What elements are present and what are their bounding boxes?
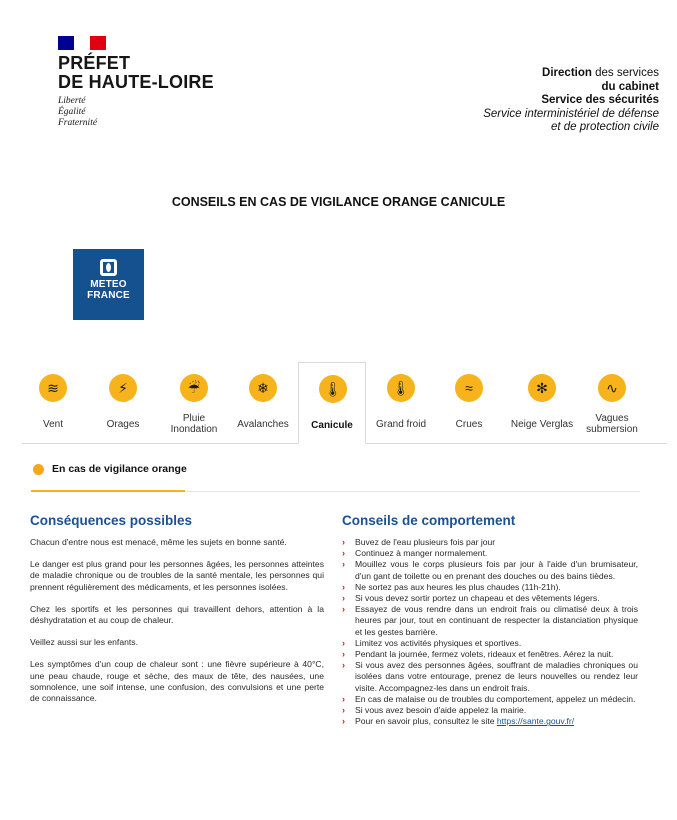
- meteo-logo-line1: METEO: [90, 279, 127, 290]
- french-flag-icon: [58, 36, 106, 50]
- vigilance-label: En cas de vigilance orange: [52, 463, 187, 475]
- tab-avalanches[interactable]: [232, 362, 294, 444]
- consequences-section: [30, 513, 324, 715]
- devise-liberte: Liberté: [58, 96, 86, 106]
- list-item: › En cas de malaise ou de troubles du comportement, appelez un médecin.: [342, 693, 636, 704]
- conseils-list: [342, 537, 638, 727]
- chevron-right-icon: ›: [342, 705, 345, 716]
- chevron-right-icon: ›: [342, 716, 345, 727]
- thermometer-hot-icon: 🌡: [319, 375, 347, 403]
- consequences-heading: Conséquences possibles: [30, 513, 193, 528]
- tab-orages[interactable]: [92, 362, 154, 444]
- direction-line-5: et de protection civile: [550, 121, 659, 133]
- consequences-paragraph: Chez les sportifs et les personnes qui travaillent dehors, attention à la déshydratation et au coup de chaleur.: [30, 603, 324, 626]
- chevron-right-icon: ›: [342, 693, 345, 704]
- list-item: › Continuez à manger normalement.: [342, 548, 488, 559]
- page-title: CONSEILS EN CAS DE VIGILANCE ORANGE CANICULE: [171, 195, 506, 209]
- list-item: › Essayez de vous rendre dans un endroit frais ou climatisé deux à trois heures par jour, tout en continuant de respecter la distanciation physique et les gestes barrière.: [342, 604, 638, 637]
- lightning-icon: ⚡: [109, 374, 137, 402]
- list-item: › Si vous devez sortir portez un chapeau et des vêtements légers.: [342, 593, 600, 604]
- list-item: › Mouillez vous le corps plusieurs fois par jour à l'aide d'un brumisateur, d'un gant de toilette ou en prenant des douches ou des bains tièdes.: [342, 559, 638, 581]
- meteo-france-logo: [73, 249, 144, 320]
- tab-label: Vent: [42, 418, 64, 430]
- orange-dot-icon: [33, 464, 44, 475]
- avalanche-icon: ❄: [249, 374, 277, 402]
- consequences-paragraph: Le danger est plus grand pour les personnes âgées, les personnes atteintes de maladie chronique ou de troubles de la santé mentale, les personnes qui prennent régulièrement des médicaments, et les personnes isolées.: [30, 559, 324, 592]
- list-item: › Pour en savoir plus, consultez le site https://sante.gouv.fr/: [342, 716, 575, 727]
- tab-vent[interactable]: [22, 362, 84, 444]
- consequences-paragraph: Veillez aussi sur les enfants.: [30, 637, 138, 648]
- consequences-paragraph: Chacun d'entre nous est menacé, même les sujets en bonne santé.: [30, 537, 287, 547]
- list-item: › Ne sortez pas aux heures les plus chaudes (11h-21h).: [342, 581, 561, 592]
- tab-label: Grand froid: [375, 418, 427, 430]
- prefet-logo: [58, 36, 228, 129]
- rain-flood-icon: ☔: [180, 374, 208, 402]
- list-item: › Pendant la journée, fermez volets, rideaux et fenêtres. Aérez la nuit.: [342, 649, 614, 660]
- conseils-heading: Conseils de comportement: [342, 513, 516, 528]
- tab-neige-verglas[interactable]: [508, 362, 576, 444]
- snow-ice-icon: ✻: [528, 374, 556, 402]
- tab-label: Orages: [106, 418, 140, 430]
- list-item: › Si vous avez des personnes âgées, souffrant de maladies chroniques ou isolées dans votre entourage, prenez de leurs nouvelles ou rendez leur visite. Accompagnez-les dans un endroit frais.: [342, 660, 638, 693]
- conseils-section: [342, 513, 638, 727]
- tab-pluie-inondation[interactable]: [162, 362, 226, 444]
- prefet-title-line2: DE HAUTE-LOIRE: [58, 72, 214, 92]
- chevron-right-icon: ›: [342, 581, 345, 592]
- direction-line-3: Service des sécurités: [541, 94, 659, 106]
- devise-fraternite: Fraternité: [58, 118, 98, 128]
- chevron-right-icon: ›: [342, 548, 345, 559]
- direction-line-4: Service interministériel de défense: [483, 107, 659, 120]
- consequences-paragraph: Les symptômes d'un coup de chaleur sont : une fièvre supérieure à 40°C, une peau chaude, rouge et sèche, des maux de tête, des nausées, une somnolence, une soif intense, une confusion, des convulsions et une perte de connaissance.: [30, 659, 324, 704]
- prefet-title-line1: PRÉFET: [58, 53, 131, 73]
- wind-icon: ≋: [39, 374, 67, 402]
- direction-line-1: Direction des services: [542, 67, 659, 79]
- vigilance-underline: [31, 490, 185, 492]
- chevron-right-icon: ›: [342, 637, 345, 648]
- tab-label: Pluie Inondation: [170, 413, 218, 435]
- list-item: › Buvez de l'eau plusieurs fois par jour: [342, 537, 496, 547]
- tab-label: Avalanches: [237, 418, 289, 430]
- devise-egalite: Égalité: [58, 107, 86, 117]
- devise: [58, 96, 228, 129]
- sante-gouv-link[interactable]: https://sante.gouv.fr/: [496, 716, 575, 727]
- chevron-right-icon: ›: [342, 559, 345, 570]
- list-item: › Limitez vos activités physiques et sportives.: [342, 637, 522, 648]
- tab-label: Crues: [455, 418, 483, 430]
- chevron-right-icon: ›: [342, 649, 345, 660]
- meteo-france-icon: [100, 259, 117, 276]
- vigilance-level: [33, 463, 187, 475]
- tab-grand-froid[interactable]: [367, 362, 435, 444]
- wave-submersion-icon: ∿: [598, 374, 626, 402]
- tab-canicule[interactable]: [298, 362, 366, 444]
- tab-vagues-submersion[interactable]: [578, 362, 646, 444]
- direction-block: [399, 67, 659, 135]
- vigilance-tabs: [22, 362, 667, 444]
- tab-label: Canicule: [311, 419, 353, 431]
- waves-icon: ≈: [455, 374, 483, 402]
- chevron-right-icon: ›: [342, 593, 345, 604]
- tab-label: Vagues submersion: [586, 413, 638, 435]
- chevron-right-icon: ›: [342, 604, 345, 615]
- direction-line-2: du cabinet: [601, 80, 659, 93]
- list-item: › Si vous avez besoin d'aide appelez la mairie.: [342, 705, 527, 716]
- divider: [185, 491, 640, 492]
- meteo-logo-line2: FRANCE: [87, 290, 130, 301]
- chevron-right-icon: ›: [342, 537, 345, 547]
- chevron-right-icon: ›: [342, 660, 345, 671]
- tab-crues[interactable]: [438, 362, 500, 444]
- tab-label: Neige Verglas: [510, 418, 574, 430]
- thermometer-cold-icon: 🌡: [387, 374, 415, 402]
